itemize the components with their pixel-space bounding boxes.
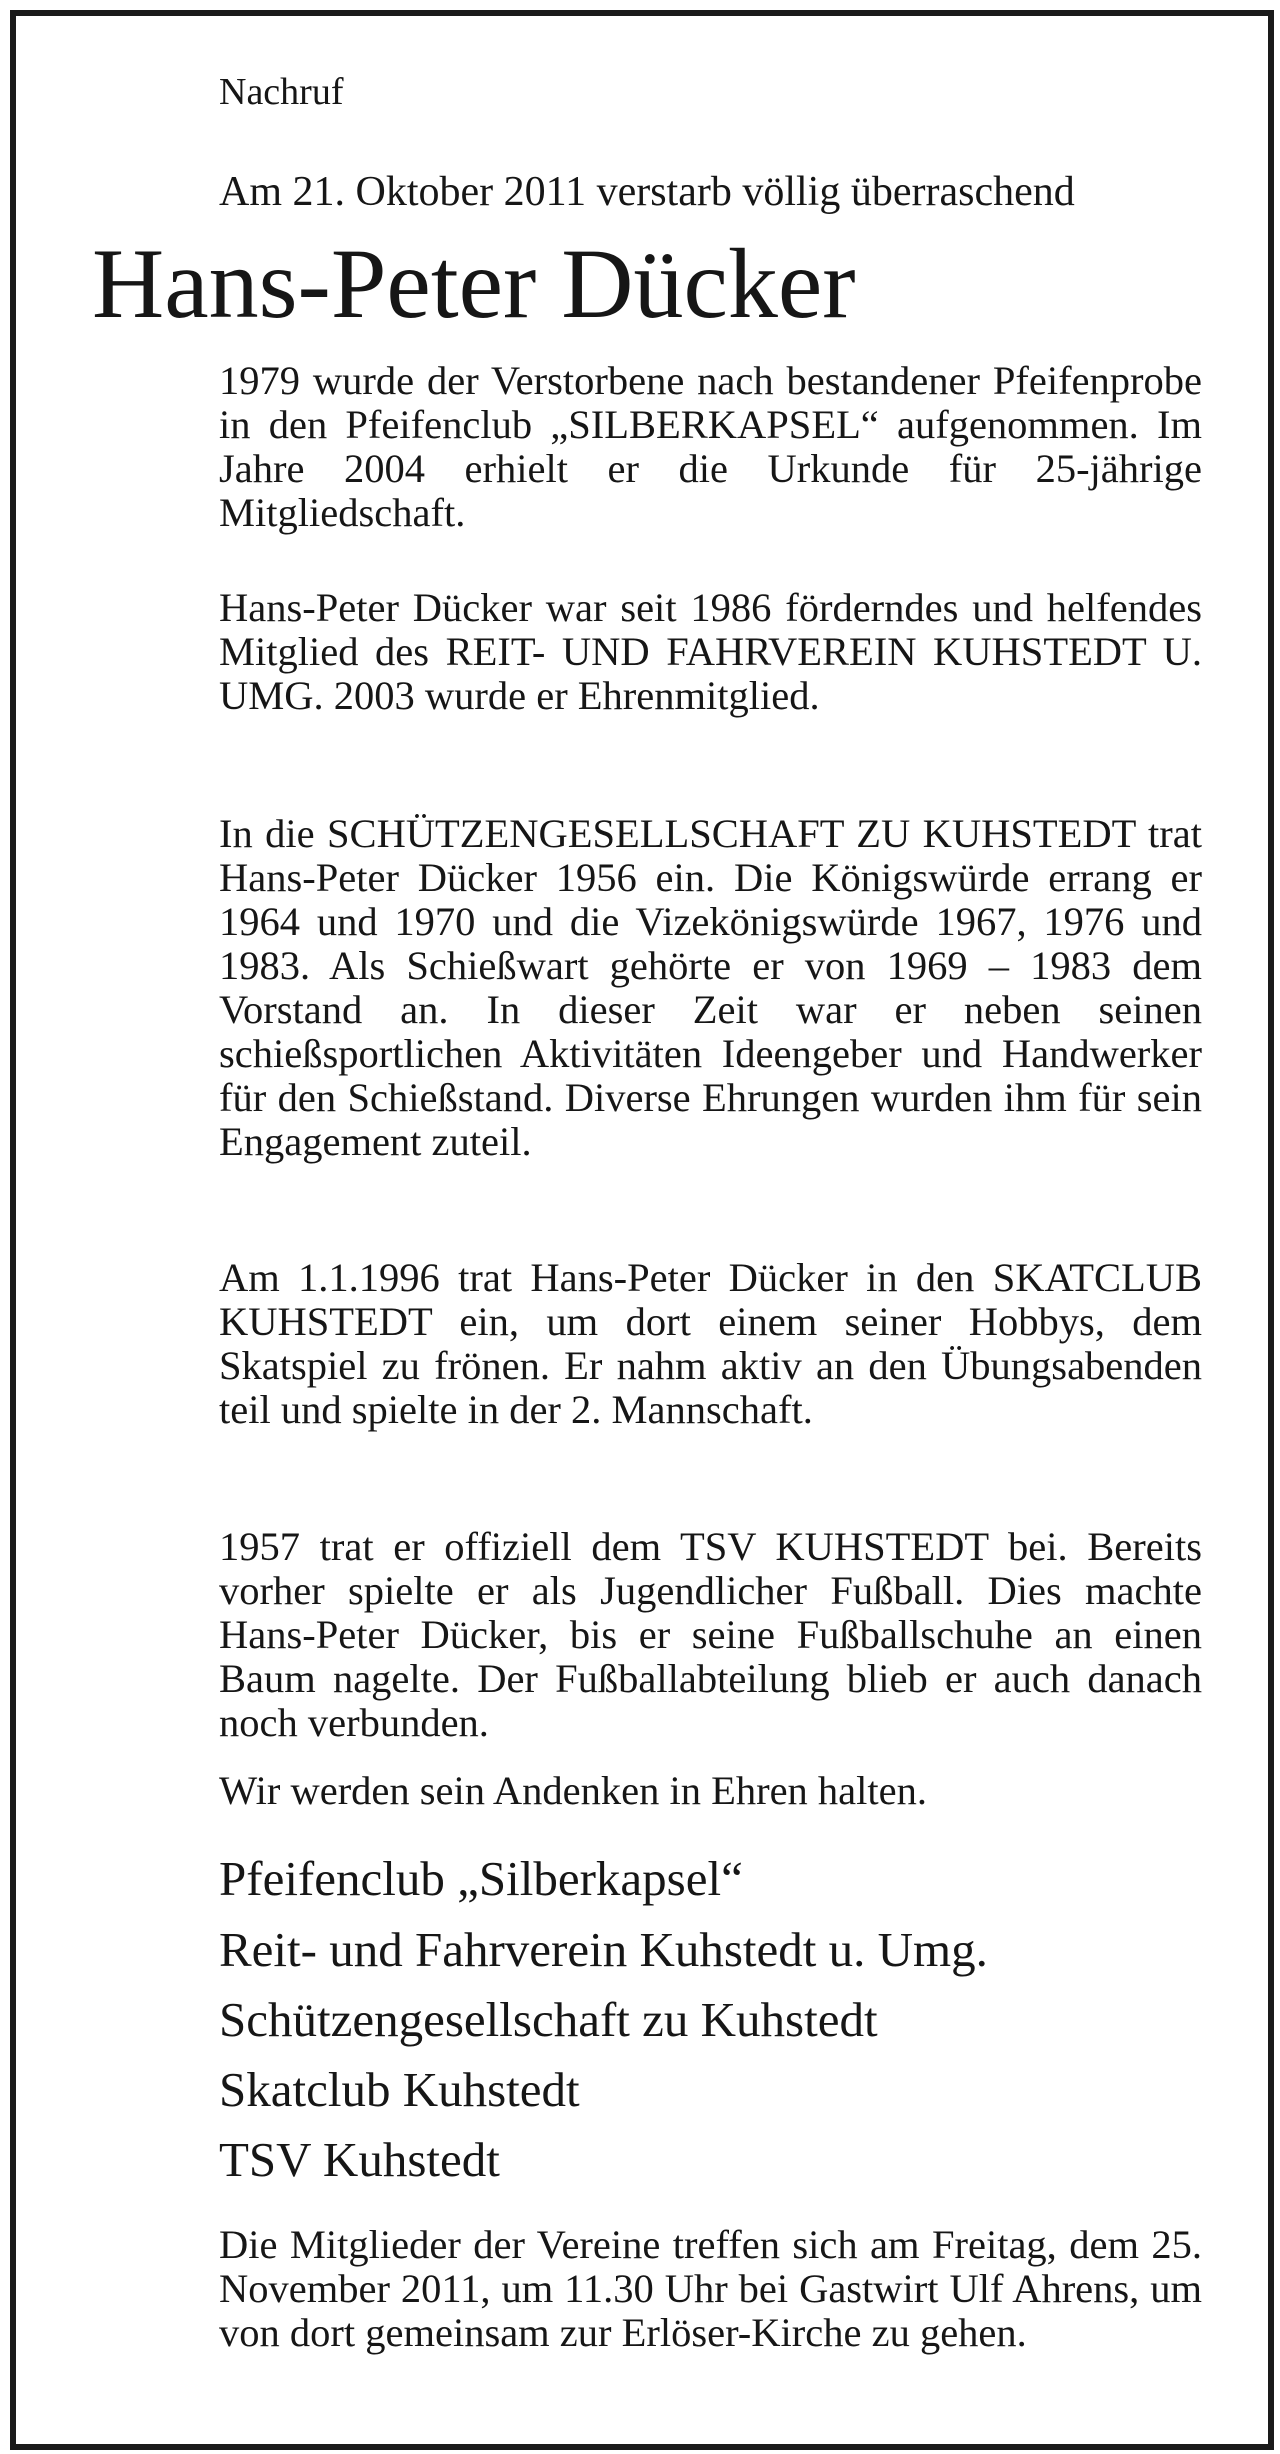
notice-intro: Am 21. Oktober 2011 verstarb völlig überraschend: [219, 169, 1075, 215]
organization-skatclub: Skatclub Kuhstedt: [219, 2062, 580, 2117]
obituary-notice: [10, 10, 1274, 2450]
organization-schuetzengesellschaft: Schützengesellschaft zu Kuhstedt: [219, 1992, 878, 2047]
paragraph-pfeifenclub: 1979 wurde der Verstorbene nach bestandener Pfeifenprobe in den Pfeifenclub „SILBERKAPSEL“ aufgenommen. Im Jahre 2004 erhielt er die Urkunde für 25-jährige Mitgliedschaft.: [219, 358, 1202, 535]
paragraph-tsv: 1957 trat er offiziell dem TSV KUHSTEDT bei. Bereits vorher spielte er als Jugendlicher Fußball. Dies machte Hans-Peter Dücker, bis er seine Fußballschuhe an einen Baum nagelte. Der Fußballabteilung blieb er auch danach noch verbunden.: [219, 1524, 1202, 1745]
organization-reitverein: Reit- und Fahrverein Kuhstedt u. Umg.: [219, 1922, 988, 1977]
meeting-note: Die Mitglieder der Vereine treffen sich am Freitag, dem 25. November 2011, um 11.30 Uhr bei Gastwirt Ulf Ahrens, um von dort gemeinsam zur Erlöser-Kirche zu gehen.: [219, 2222, 1202, 2355]
closing-line: Wir werden sein Andenken in Ehren halten.: [219, 1768, 928, 1813]
organization-tsv: TSV Kuhstedt: [219, 2132, 500, 2187]
paragraph-skatclub: Am 1.1.1996 trat Hans-Peter Dücker in den SKATCLUB KUHSTEDT ein, um dort einem seiner Hobbys, dem Skatspiel zu frönen. Er nahm aktiv an den Übungsabenden teil und spielte in der 2. Mannschaft.: [219, 1255, 1202, 1432]
paragraph-schuetzengesellschaft: In die SCHÜTZENGESELLSCHAFT ZU KUHSTEDT trat Hans-Peter Dücker 1956 ein. Die Königswürde errang er 1964 und 1970 und die Vizekönigswürde 1967, 1976 und 1983. Als Schießwart gehörte er von 1969 – 1983 dem Vorstand an. In dieser Zeit war er neben seinen schießsportlichen Aktivitäten Ideengeber und Handwerker für den Schießstand. Diverse Ehrungen wurden ihm für sein Engagement zuteil.: [219, 811, 1202, 1164]
deceased-name: Hans-Peter Dücker: [92, 228, 856, 339]
paragraph-reitverein: Hans-Peter Dücker war seit 1986 förderndes und helfendes Mitglied des REIT- UND FAHRVEREIN KUHSTEDT U. UMG. 2003 wurde er Ehrenmitglied.: [219, 585, 1202, 718]
organization-pfeifenclub: Pfeifenclub „Silberkapsel“: [219, 1851, 743, 1906]
notice-label: Nachruf: [219, 71, 344, 113]
